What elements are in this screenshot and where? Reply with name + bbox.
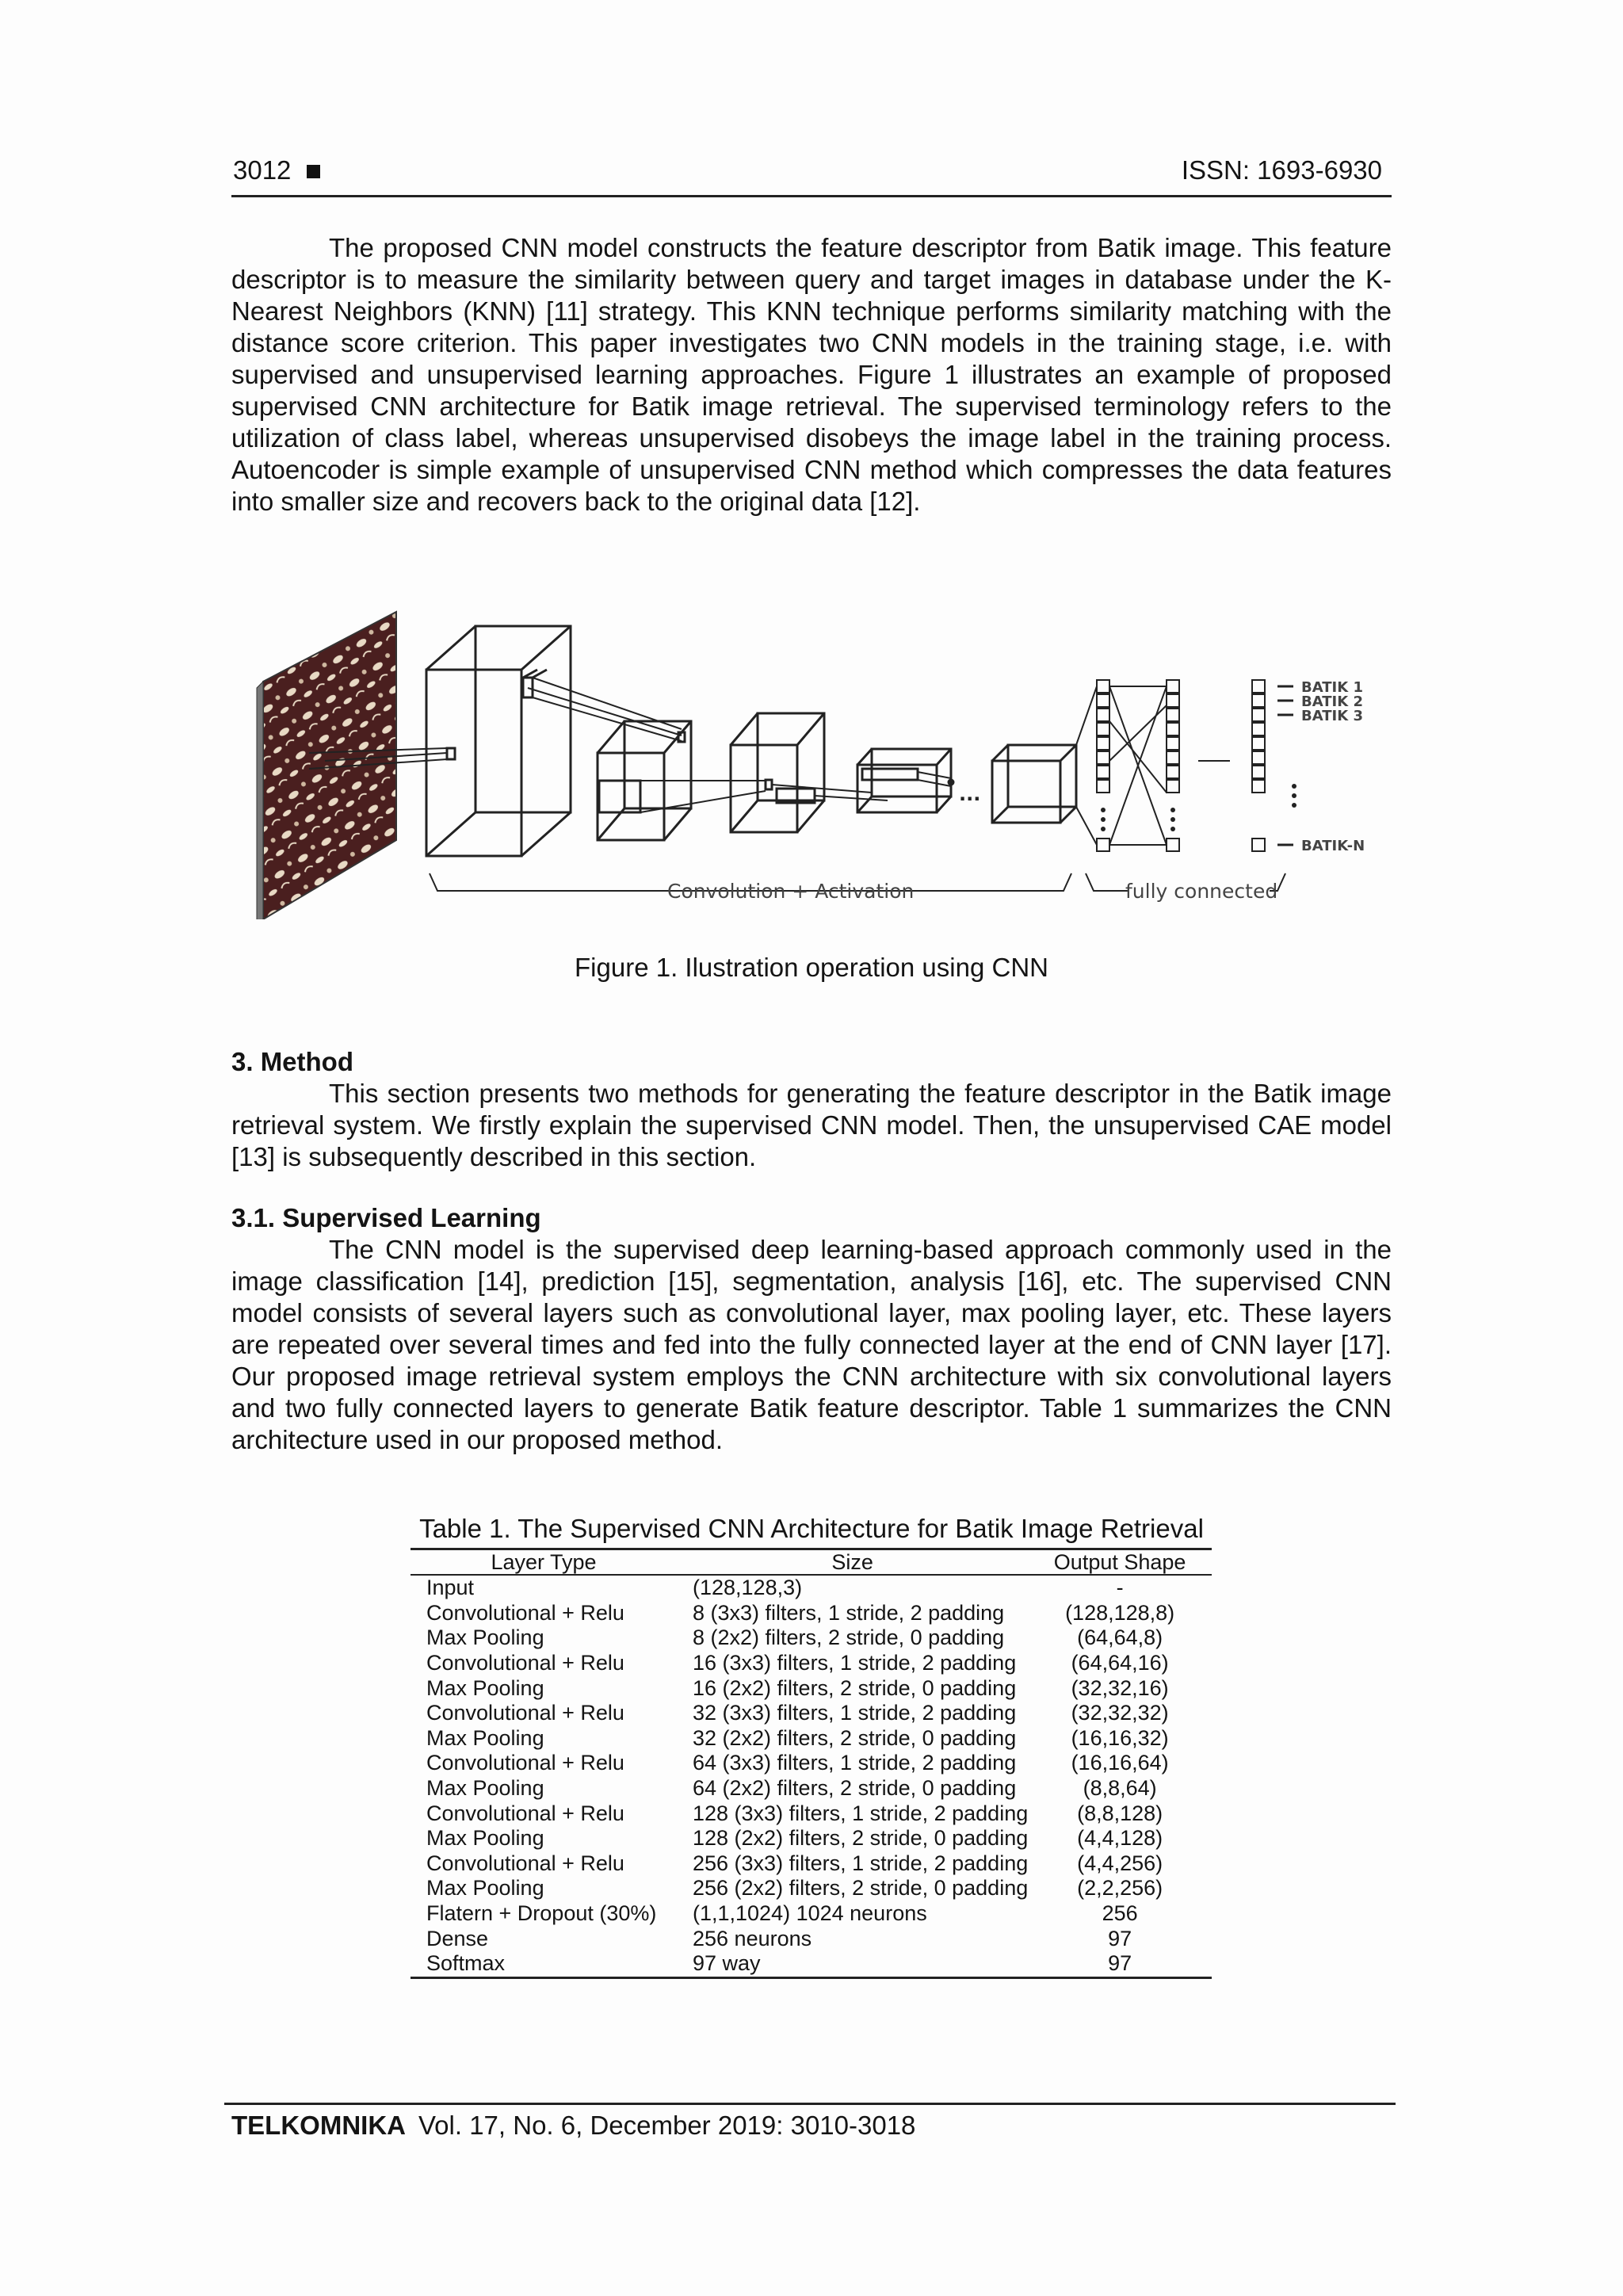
cell-size: 8 (2x2) filters, 2 stride, 0 padding xyxy=(693,1626,1005,1650)
architecture-table xyxy=(411,1548,1212,1979)
cell-output-shape: (16,16,32) xyxy=(1071,1725,1169,1750)
journal-name: TELKOMNIKA xyxy=(231,2111,406,2140)
table-row xyxy=(411,1851,1212,1877)
cell-layer-type: Dense xyxy=(426,1926,489,1950)
page-number: 3012 xyxy=(233,155,320,185)
cell-layer-type: Convolutional + Relu xyxy=(426,1751,624,1775)
cell-layer-type: Max Pooling xyxy=(426,1876,544,1901)
batik-3-label: BATIK 3 xyxy=(1301,708,1363,724)
figure-caption: Figure 1. Ilustration operation using CNN xyxy=(575,953,1048,982)
section-heading-method: 3. Method xyxy=(231,1047,353,1076)
batik-n-label: BATIK-N xyxy=(1301,838,1365,854)
cell-output-shape: (8,8,128) xyxy=(1077,1801,1163,1825)
cell-layer-type: Max Pooling xyxy=(426,1776,544,1801)
table-row xyxy=(411,1926,1212,1951)
cell-output-shape: - xyxy=(1116,1576,1124,1600)
cnn-diagram xyxy=(254,602,1395,919)
cell-size: 128 (3x3) filters, 1 stride, 2 padding xyxy=(693,1801,1029,1825)
table-row xyxy=(411,1601,1212,1626)
table-row xyxy=(411,1951,1212,1977)
table-row xyxy=(411,1826,1212,1851)
table-row xyxy=(411,1776,1212,1801)
cell-size: 64 (3x3) filters, 1 stride, 2 padding xyxy=(693,1751,1017,1775)
table-row xyxy=(411,1876,1212,1901)
table-row xyxy=(411,1901,1212,1927)
cell-layer-type: Convolutional + Relu xyxy=(426,1851,624,1875)
table-row xyxy=(411,1726,1212,1752)
cell-layer-type: Softmax xyxy=(411,1951,677,1977)
table-caption: Table 1. The Supervised CNN Architecture for Batik Image Retrieval xyxy=(419,1514,1204,1543)
cell-size: 256 neurons xyxy=(693,1926,812,1950)
cell-layer-type: Max Pooling xyxy=(426,1675,544,1700)
table-row xyxy=(411,1575,1212,1601)
conv-volume-3 xyxy=(731,713,888,832)
fc-layer-1 xyxy=(1076,680,1109,851)
intro-paragraph: The proposed CNN model constructs the feature descriptor from Batik image. This feature descriptor is to measure the similarity between query and target images in database under the K-Nearest Neighbors (KNN) [11] strategy. This KNN technique performs similarity matching with the distance score criterion. This paper investigates two CNN models in the training stage, i.e. with supervised and unsupervised learning approaches. Figure 1 illustrates an example of proposed supervised CNN architecture for Batik image retrieval. The supervised terminology refers to the utilization of class label, whereas unsupervised disobeys the image label in the training process. Autoencoder is simple example of unsupervised CNN method which compresses the data features into smaller size and recovers back to the original data [12]. xyxy=(231,233,1392,516)
square-icon xyxy=(307,165,320,178)
cell-size: 32 (2x2) filters, 2 stride, 0 padding xyxy=(693,1725,1017,1750)
col-header-layer-type: Layer Type xyxy=(411,1549,677,1576)
cell-output-shape: (32,32,32) xyxy=(1071,1701,1169,1725)
table-row xyxy=(411,1751,1212,1776)
cell-output-shape: 97 xyxy=(1028,1951,1212,1977)
batik-1-label: BATIK 1 xyxy=(1301,679,1363,696)
cell-size: 16 (3x3) filters, 1 stride, 2 padding xyxy=(693,1651,1017,1675)
col-header-size: Size xyxy=(677,1549,1028,1576)
cell-output-shape: (2,2,256) xyxy=(1077,1876,1163,1901)
cell-layer-type: Max Pooling xyxy=(426,1725,544,1750)
conv-activation-label: Convolution + Activation xyxy=(667,880,915,903)
cell-size: 16 (2x2) filters, 2 stride, 0 padding xyxy=(693,1675,1017,1700)
table-header-row xyxy=(411,1549,1212,1576)
journal-citation: Vol. 17, No. 6, December 2019: 3010-3018 xyxy=(418,2111,916,2140)
kernel-projection-1 xyxy=(523,670,682,741)
table-row xyxy=(411,1626,1212,1651)
cell-output-shape: 97 xyxy=(1108,1926,1132,1950)
cell-size: 97 way xyxy=(677,1951,1028,1977)
cell-output-shape: (32,32,16) xyxy=(1071,1675,1169,1700)
cell-layer-type: Convolutional + Relu xyxy=(426,1801,624,1825)
cell-size: 128 (2x2) filters, 2 stride, 0 padding xyxy=(693,1826,1029,1851)
cell-output-shape: (16,16,64) xyxy=(1071,1751,1169,1775)
cell-output-shape: (4,4,256) xyxy=(1077,1851,1163,1875)
cell-layer-type: Max Pooling xyxy=(426,1826,544,1851)
cell-size: (1,1,1024) 1024 neurons xyxy=(693,1901,927,1926)
cell-layer-type: Convolutional + Relu xyxy=(426,1600,624,1625)
cell-output-shape: (64,64,8) xyxy=(1077,1626,1163,1650)
fully-connected-label: fully connected xyxy=(1125,880,1278,903)
conv-volume-5 xyxy=(992,745,1076,823)
footer-rule xyxy=(224,2103,1396,2105)
cell-size: (128,128,3) xyxy=(693,1576,803,1600)
batik-2-label: BATIK 2 xyxy=(1301,693,1363,710)
figure-cnn-illustration xyxy=(254,602,1395,923)
cell-layer-type: Max Pooling xyxy=(426,1626,544,1650)
output-layer xyxy=(1252,680,1293,851)
batik-input-image xyxy=(257,612,396,919)
cell-output-shape: 256 xyxy=(1102,1901,1138,1926)
table-row xyxy=(411,1701,1212,1726)
issn: ISSN: 1693-6930 xyxy=(1181,155,1382,185)
page-header xyxy=(231,154,1392,197)
cell-output-shape: (128,128,8) xyxy=(1065,1600,1175,1625)
section-heading-supervised: 3.1. Supervised Learning xyxy=(231,1203,541,1232)
cell-layer-type: Convolutional + Relu xyxy=(426,1651,624,1675)
cell-size: 32 (3x3) filters, 1 stride, 2 padding xyxy=(693,1701,1017,1725)
fc-layer-2 xyxy=(1109,680,1179,851)
table-row xyxy=(411,1801,1212,1826)
conv-volume-4 xyxy=(857,749,953,812)
table-row xyxy=(411,1651,1212,1676)
cell-size: 256 (2x2) filters, 2 stride, 0 padding xyxy=(693,1876,1029,1901)
cell-size: 256 (3x3) filters, 1 stride, 2 padding xyxy=(693,1851,1029,1875)
cell-output-shape: (8,8,64) xyxy=(1083,1776,1157,1801)
supervised-paragraph: The CNN model is the supervised deep learning-based approach commonly used in the image classification [14], prediction [15], segmentation, analysis [16], etc. The supervised CNN model consists of several layers such as convolutional layer, max pooling layer, etc. These layers are repeated over several times and fed into the fully connected layer at the end of CNN layer [17]. Our proposed image retrieval system employs the CNN architecture with six convolutional layers and two fully connected layers to generate Batik feature descriptor. Table 1 summarizes the CNN architecture used in our proposed method. xyxy=(231,1235,1392,1454)
svg-text:...: ... xyxy=(959,783,981,805)
cell-layer-type: Input xyxy=(426,1576,475,1600)
method-paragraph: This section presents two methods for generating the feature descriptor in the Batik image retrieval system. We firstly explain the supervised CNN model. Then, the unsupervised CAE model [13] is subsequently described in this section. xyxy=(231,1079,1392,1171)
cell-output-shape: (64,64,16) xyxy=(1071,1651,1169,1675)
cell-layer-type: Convolutional + Relu xyxy=(426,1701,624,1725)
table-row xyxy=(411,1675,1212,1701)
page-footer xyxy=(231,2111,915,2141)
cell-size: 8 (3x3) filters, 1 stride, 2 padding xyxy=(693,1600,1005,1625)
cell-layer-type: Flatern + Dropout (30%) xyxy=(426,1901,657,1926)
cell-size: 64 (2x2) filters, 2 stride, 0 padding xyxy=(693,1776,1017,1801)
col-header-output-shape: Output Shape xyxy=(1028,1549,1212,1576)
cell-output-shape: (4,4,128) xyxy=(1077,1826,1163,1851)
